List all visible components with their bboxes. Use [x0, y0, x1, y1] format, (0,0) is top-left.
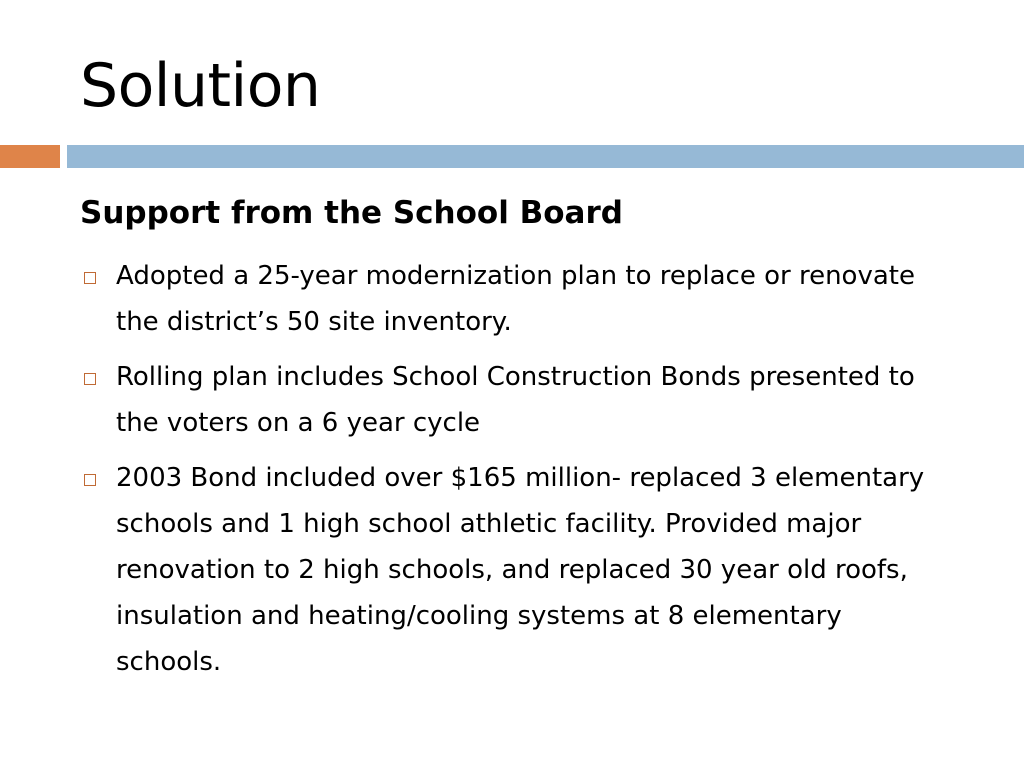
bullet-list [80, 253, 950, 694]
accent-bar-blue [67, 145, 1024, 168]
slide-subheading: Support from the School Board [80, 195, 623, 231]
bullet-item [80, 455, 950, 685]
hollow-square-icon [84, 272, 96, 284]
bullet-text: Rolling plan includes School Construction Bonds presented to the voters on a 6 year cycle [116, 362, 915, 438]
bullet-text: 2003 Bond included over $165 million- replaced 3 elementary schools and 1 high school athletic facility. Provided major renovation to 2 high schools, and replaced 30 year old roofs, insulation and heating/cooling systems at 8 elementary schools. [116, 463, 925, 677]
bullet-item [80, 354, 950, 446]
bullet-text: Adopted a 25-year modernization plan to replace or renovate the district’s 50 site inventory. [116, 261, 915, 337]
hollow-square-icon [84, 474, 96, 486]
hollow-square-icon [84, 373, 96, 385]
accent-bar-orange [0, 145, 60, 168]
slide-title: Solution [80, 51, 321, 121]
bullet-item [80, 253, 950, 345]
